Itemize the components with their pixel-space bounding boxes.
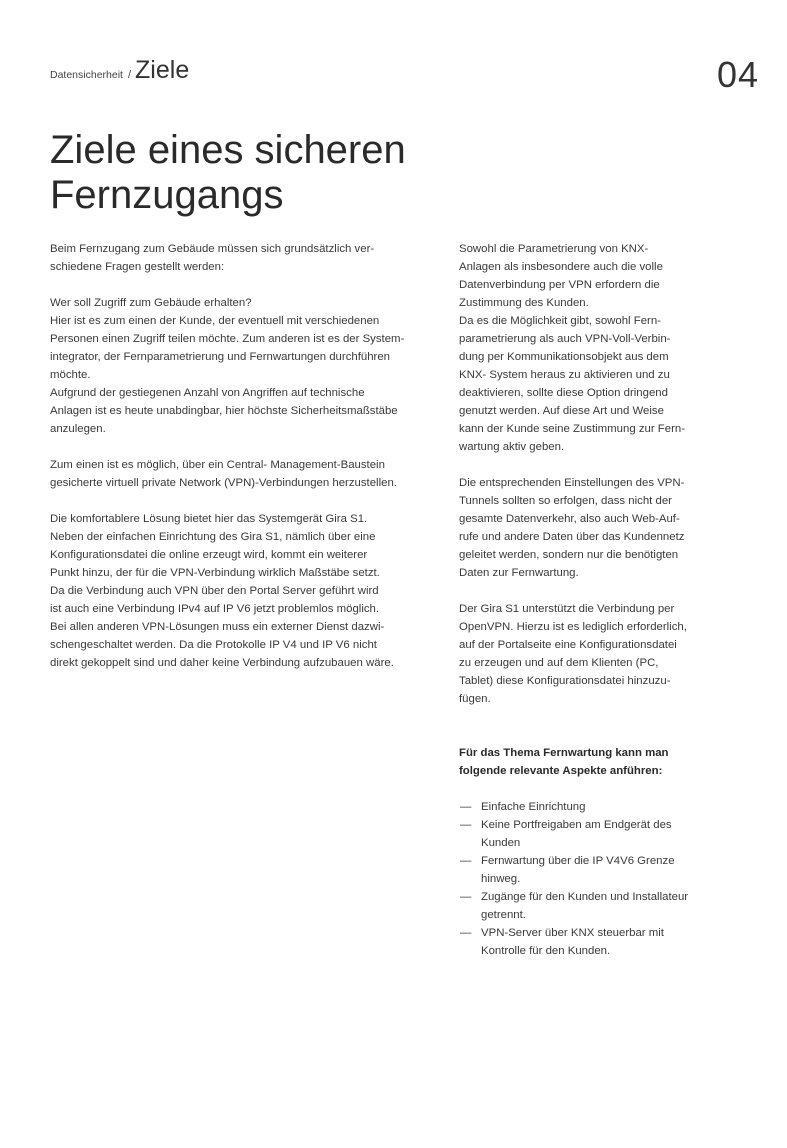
- paragraph: Zum einen ist es möglich, über ein Central- Management-Baustein gesicherte virtuell private Network (VPN)-Verbindungen herzustellen.: [50, 459, 397, 489]
- page-number: 04: [716, 54, 759, 95]
- list-item: [459, 888, 714, 924]
- breadcrumb-section: Datensicherheit: [50, 69, 123, 81]
- paragraph: Sowohl die Parametrierung von KNX- Anlagen als insbesondere auch die volle Datenverbindung per VPN erfordern die Zustimmung des Kunden. Da es die Möglichkeit gibt, sowohl Fern- parametrierung als auch VPN-Voll-Verbin- dung per Kommunikationsobjekt aus dem KNX- System heraus zu aktivieren und zu deaktivieren, sollte diese Option dringend genutzt werden. Auf diese Art und Weise kann der Kunde seine Zustimmung zur Fern- wartung aktiv geben.: [459, 243, 686, 453]
- dash-bullet: —: [460, 891, 472, 903]
- list-item-text: Fernwartung über die IP V4V6 Grenze hinweg.: [481, 855, 675, 885]
- page-title: Ziele eines sicheren Fernzugangs: [50, 128, 406, 217]
- list-item: [459, 924, 714, 960]
- list-item: [459, 816, 714, 852]
- paragraph: Der Gira S1 unterstützt die Verbindung per OpenVPN. Hierzu ist es lediglich erforderlich, auf der Portalseite eine Konfigurationsdatei zu erzeugen und auf dem Klienten (PC, Tablet) diese Konfigurationsdatei hinzuzu- fügen.: [459, 603, 687, 705]
- paragraph: Die entsprechenden Einstellungen des VPN- Tunnels sollten so erfolgen, dass nicht der gesamte Datenverkehr, also auch Web-Auf- rufe und andere Daten über das Kundennetz geleitet werden, sondern nur die benötigten Daten zur Fernwartung.: [459, 477, 685, 579]
- list-item: [459, 798, 714, 816]
- dash-bullet: —: [460, 819, 472, 831]
- list-item-text: Keine Portfreigaben am Endgerät des Kunden: [481, 819, 672, 849]
- list-item-text: VPN-Server über KNX steuerbar mit Kontrolle für den Kunden.: [481, 927, 664, 957]
- dash-bullet: —: [460, 927, 472, 939]
- breadcrumb-separator: /: [127, 69, 132, 81]
- aspects-list: [459, 798, 714, 960]
- breadcrumb: [50, 56, 189, 85]
- aspects-heading: Für das Thema Fernwartung kann man folgende relevante Aspekte anführen:: [459, 747, 669, 777]
- list-item: [459, 852, 714, 888]
- list-item-text: Einfache Einrichtung: [481, 801, 586, 813]
- dash-bullet: —: [460, 855, 472, 867]
- paragraph: Beim Fernzugang zum Gebäude müssen sich grundsätzlich ver- schiedene Fragen gestellt werden:: [50, 243, 375, 273]
- paragraph: Die komfortablere Lösung bietet hier das Systemgerät Gira S1. Neben der einfachen Einrichtung des Gira S1, nämlich über eine Konfigurationsdatei die online erzeugt wird, kommt ein weiterer Punkt hinzu, der für die VPN-Verbindung wirklich Maßstäbe setzt. Da die Verbindung auch VPN über den Portal Server geführt wird ist auch eine Verbindung IPv4 auf IP V6 jetzt problemlos möglich. Bei allen anderen VPN-Lösungen muss ein externer Dienst dazwi- schengeschaltet werden. Da die Protokolle IP V4 und IP V6 nicht direkt gekoppelt sind und daher keine Verbindung aufzubauen wäre.: [50, 513, 394, 669]
- breadcrumb-topic: Ziele: [135, 56, 190, 84]
- paragraph: Wer soll Zugriff zum Gebäude erhalten? Hier ist es zum einen der Kunde, der eventuell mit verschiedenen Personen einen Zugriff teilen möchte. Zum anderen ist es der System- integrator, der Fernparametrierung und Fernwartungen durchführen möchte. Aufgrund der gestiegenen Anzahl von Angriffen auf technische Anlagen ist es heute unabdingbar, hier höchste Sicherheitsmaßstäbe anzulegen.: [50, 297, 405, 435]
- right-column: [459, 240, 714, 960]
- dash-bullet: —: [460, 801, 472, 813]
- left-column: [50, 240, 435, 690]
- list-item-text: Zugänge für den Kunden und Installateur getrennt.: [481, 891, 689, 921]
